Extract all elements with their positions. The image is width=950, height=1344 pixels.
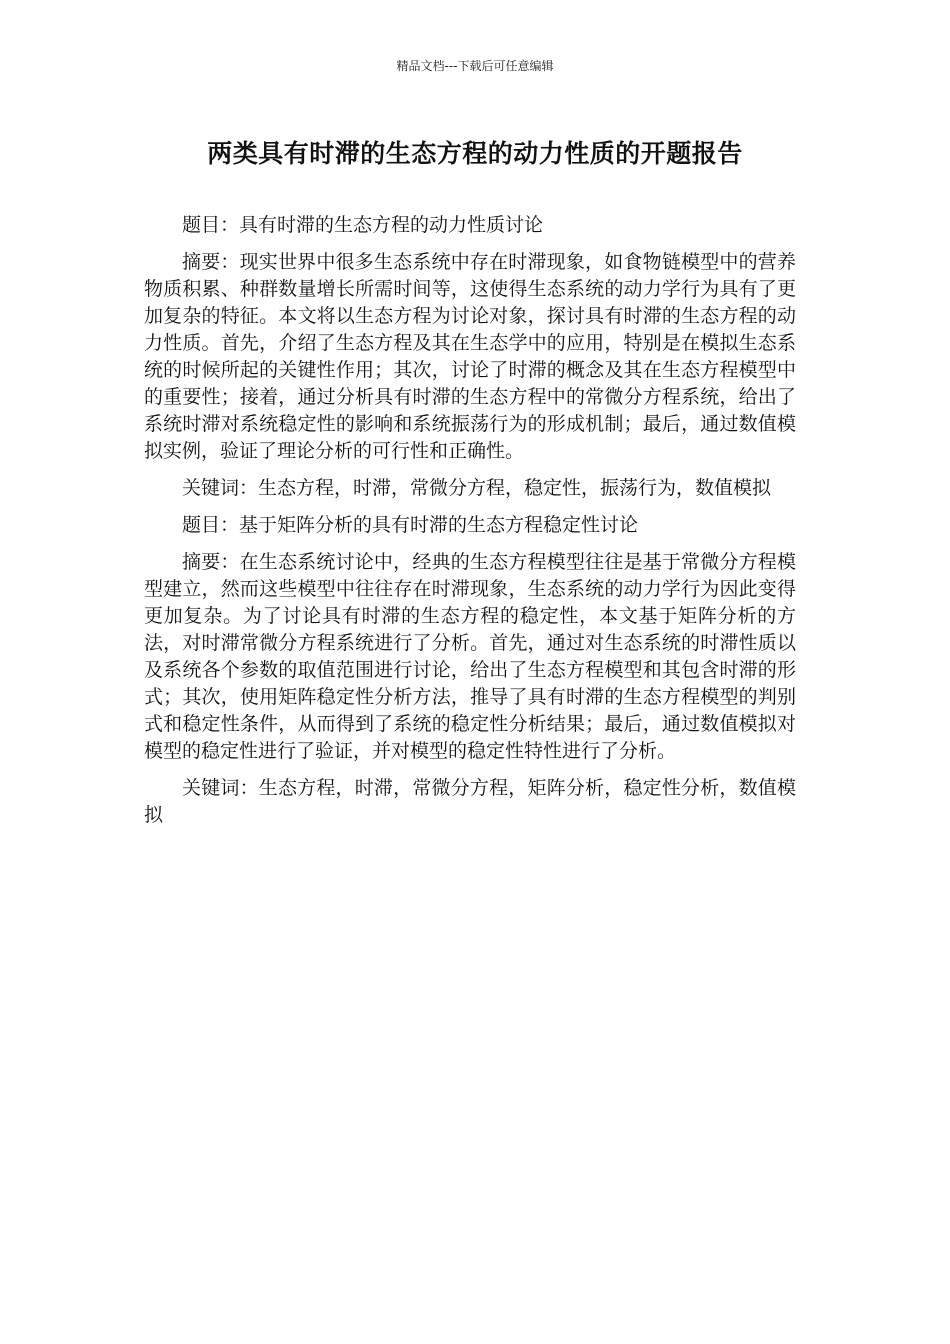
page-header: 精品文档---下载后可任意编辑 xyxy=(396,59,554,73)
section-2-abstract: 摘要：在生态系统讨论中，经典的生态方程模型往往是基于常微分方程模型建立，然而这些模型中往往存在时滞现象，生态系统的动力学行为因此变得更加复杂。为了讨论具有时滞的生态方程的稳定性，本文基于矩阵分析的方法，对时滞常微分方程系统进行了分析。首先，通过对生态系统的时滞性质以及系统各个参数的取值范围进行讨论，给出了生态方程模型和其包含时滞的形式；其次，使用矩阵稳定性分析方法，推导了具有时滞的生态方程模型的判别式和稳定性条件，从而得到了系统的稳定性分析结果；最后，通过数值模拟对模型的稳定性进行了验证，并对模型的稳定性特性进行了分析。 xyxy=(144,551,796,762)
section-2-keywords: 关键词：生态方程，时滞，常微分方程，矩阵分析，稳定性分析，数值模拟 xyxy=(144,777,796,826)
section-1-keywords: 关键词：生态方程，时滞，常微分方程，稳定性，振荡行为，数值模拟 xyxy=(182,477,772,499)
document-title: 两类具有时滞的生态方程的动力性质的开题报告 xyxy=(207,139,743,168)
section-1-abstract: 摘要：现实世界中很多生态系统中存在时滞现象，如食物链模型中的营养物质积累、种群数量增长所需时间等，这使得生态系统的动力学行为具有了更加复杂的特征。本文将以生态方程为讨论对象，探讨具有时滞的生态方程的动力性质。首先，介绍了生态方程及其在生态学中的应用，特别是在模拟生态系统的时候所起的关键性作用；其次，讨论了时滞的概念及其在生态方程模型中的重要性；接着，通过分析具有时滞的生态方程中的常微分方程系统，给出了系统时滞对系统稳定性的影响和系统振荡行为的形成机制；最后，通过数值模拟实例，验证了理论分析的可行性和正确性。 xyxy=(144,251,796,462)
section-1-topic: 题目：具有时滞的生态方程的动力性质讨论 xyxy=(182,214,544,236)
section-2-topic: 题目：基于矩阵分析的具有时滞的生态方程稳定性讨论 xyxy=(182,514,639,536)
document-body xyxy=(144,212,796,839)
